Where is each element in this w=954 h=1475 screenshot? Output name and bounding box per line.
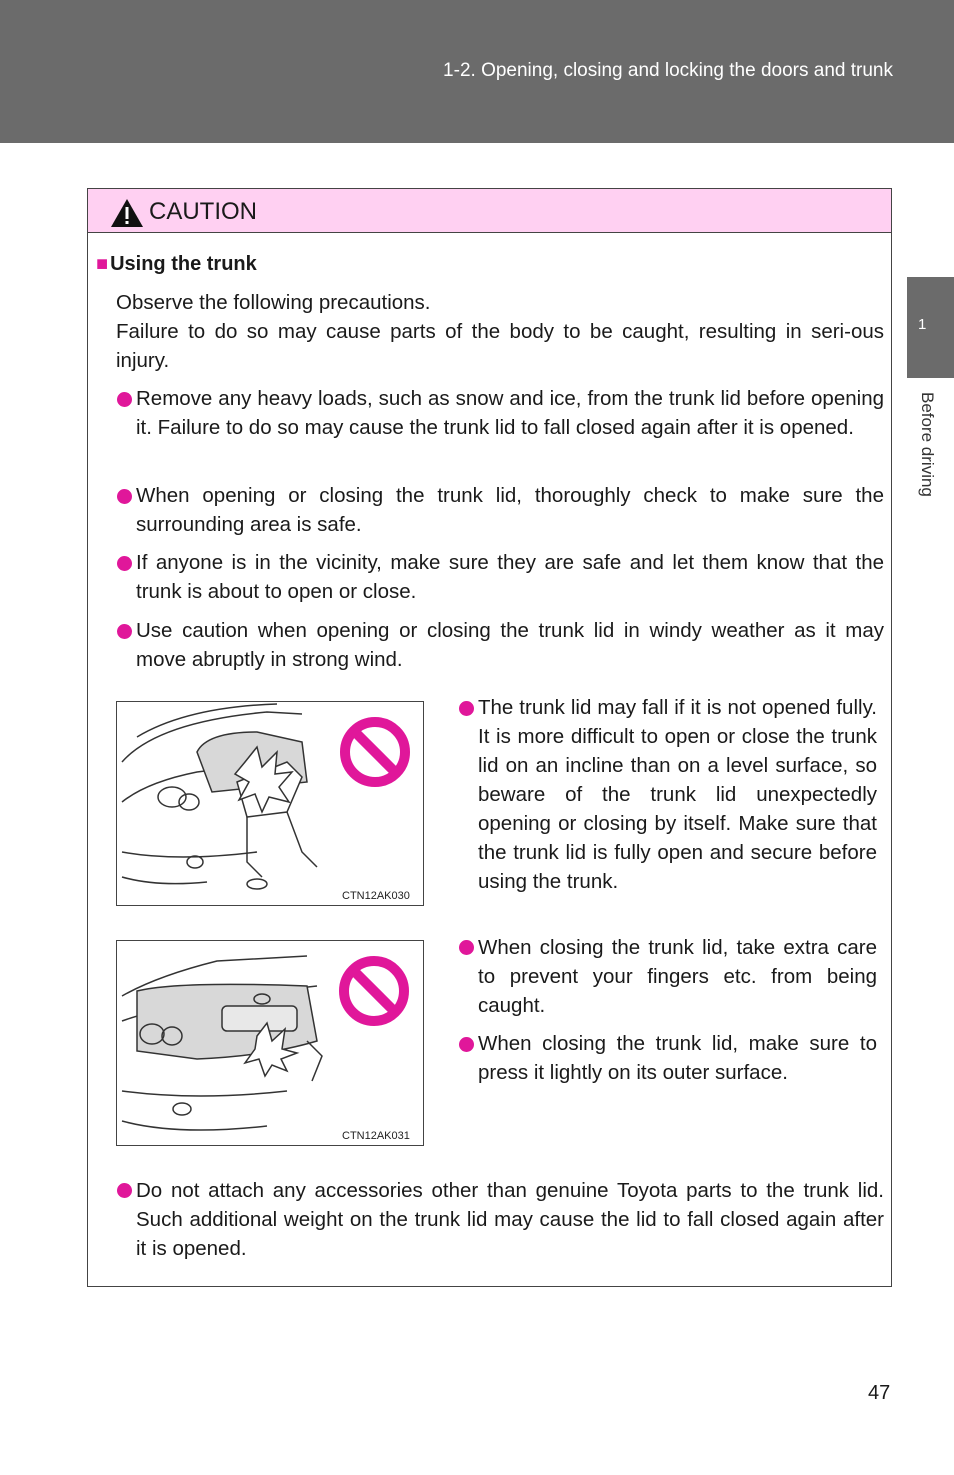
section-heading: ■ Using the trunk: [96, 253, 257, 275]
warning-icon: [110, 198, 144, 228]
list-item: The trunk lid may fall if it is not opened fully. It is more difficult to open or close the trunk lid on an incline than on a level surface, so beware of the trunk lid unexpectedly opening or closing by itself. Make sure that the trunk lid is fully open and secure before using the trunk.: [478, 696, 877, 893]
illustration-person-in-trunk: [116, 701, 424, 906]
figure-code: CTN12AK031: [342, 1130, 410, 1142]
list-item: Use caution when opening or closing the trunk lid in windy weather as it may move abruptly in strong wind.: [136, 619, 884, 671]
car-trunk-closing-illustration: [117, 941, 423, 1145]
list-item: Do not attach any accessories other than genuine Toyota parts to the trunk lid. Such additional weight on the trunk lid may cause the lid to fall closed again after it is opened.: [136, 1179, 884, 1260]
list-item: When opening or closing the trunk lid, thoroughly check to make sure the surrounding area is safe.: [136, 484, 884, 536]
caution-box: [87, 188, 892, 1287]
bullet-dot-icon: [459, 940, 474, 955]
illustration-fingers-caught: [116, 940, 424, 1146]
list-item: When closing the trunk lid, take extra care to prevent your fingers etc. from being caught.: [478, 936, 877, 1017]
bullet-dot-icon: [459, 701, 474, 716]
caution-title: CAUTION: [149, 198, 257, 225]
list-item: If anyone is in the vicinity, make sure they are safe and let them know that the trunk is about to open or close.: [136, 551, 884, 603]
bullet-dot-icon: [117, 392, 132, 407]
intro-line-2: Failure to do so may cause parts of the body to be caught, resulting in seri-ous injury.: [116, 320, 884, 372]
chapter-label: Before driving: [918, 392, 937, 497]
figure-code: CTN12AK030: [342, 890, 410, 902]
bullet-dot-icon: [459, 1037, 474, 1052]
list-item: Remove any heavy loads, such as snow and ice, from the trunk lid before opening it. Failure to do so may cause the trunk lid to fall closed again after it is opened.: [136, 387, 884, 439]
bullet-dot-icon: [117, 1183, 132, 1198]
chapter-tab: [907, 277, 954, 378]
bullet-dot-icon: [117, 556, 132, 571]
page-number: 47: [868, 1382, 891, 1404]
bullet-dot-icon: [117, 624, 132, 639]
list-item: When closing the trunk lid, make sure to press it lightly on its outer surface.: [478, 1032, 877, 1084]
prohibited-icon: [344, 961, 404, 1021]
intro-line-1: Observe the following precautions.: [116, 291, 431, 314]
chapter-number: 1: [918, 316, 927, 333]
car-trunk-illustration: [117, 702, 423, 905]
bullet-dot-icon: [117, 489, 132, 504]
square-bullet-icon: ■: [96, 253, 109, 275]
section-title: 1-2. Opening, closing and locking the doors and trunk: [443, 60, 893, 81]
caution-header: [88, 189, 891, 233]
prohibited-icon: [345, 722, 405, 782]
page-header: [0, 0, 954, 143]
